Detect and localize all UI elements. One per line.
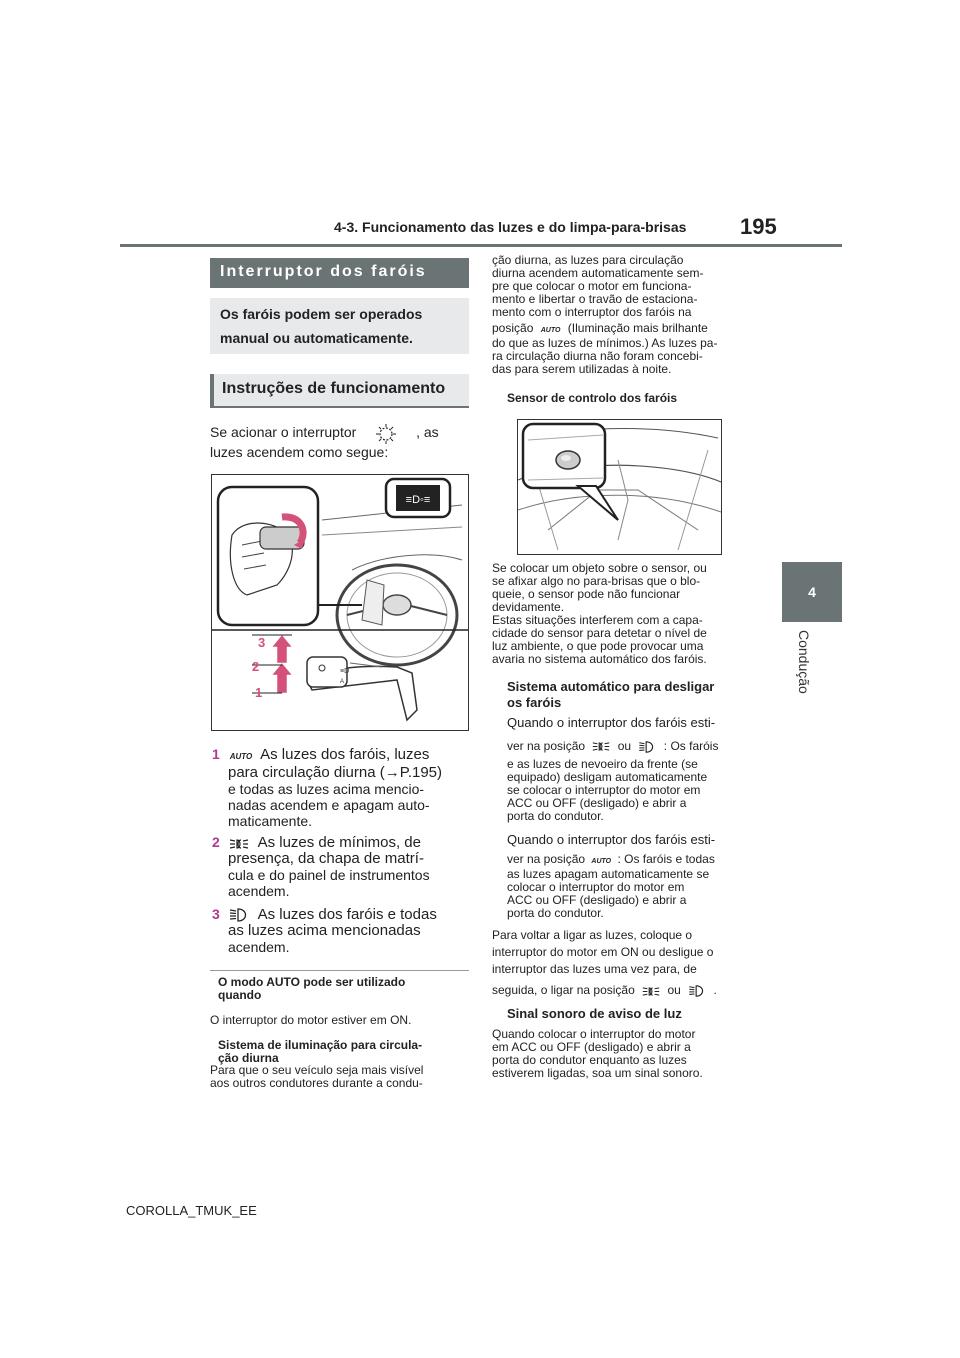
text-line: porta do condutor. — [507, 809, 604, 823]
headlight-icon — [228, 908, 250, 922]
item-text: As luzes de mínimos, de — [257, 834, 421, 851]
text-line: queie, o sensor pode não funcionar — [492, 587, 681, 601]
text-line: estiverem ligadas, soa um sinal sonoro. — [492, 1066, 703, 1080]
text-line: avaria no sistema automático dos faróis. — [492, 652, 707, 666]
item-text: as luzes acima mencionadas — [228, 922, 421, 939]
intro-line: Os faróis podem ser operados — [220, 306, 423, 322]
text-line: porta do condutor. — [507, 906, 604, 920]
note-text — [210, 1064, 423, 1090]
text: . — [713, 983, 717, 997]
sensor-title: Sensor de controlo dos faróis — [507, 391, 678, 405]
text-line: porta do condutor enquanto as luzes — [492, 1053, 687, 1067]
item-text: para circulação diurna (→P.195) — [228, 764, 443, 781]
section-title: Interruptor dos faróis — [210, 258, 469, 288]
text-line: Se colocar um objeto sobre o sensor, ou — [492, 561, 707, 575]
text-line: devidamente. — [492, 600, 565, 614]
item-text: maticamente. — [228, 813, 313, 829]
intro-line: manual ou automaticamente. — [220, 330, 413, 346]
headlight-switch-figure — [211, 474, 469, 731]
figure-label-2: 2 — [252, 659, 260, 674]
auto-icon: AUTO — [229, 752, 253, 761]
item-text: cula e do painel de instrumentos — [228, 867, 430, 883]
note-title — [218, 976, 405, 1002]
auto-icon: AUTO — [540, 327, 561, 334]
text-line: das para serem utilizadas à noite. — [492, 362, 672, 376]
text-line: ção diurna, as luzes para circulação — [492, 253, 684, 267]
text-line: mento com o interruptor dos faróis na — [492, 305, 692, 319]
text: (Iluminação mais brilhante — [567, 321, 708, 335]
text: ou — [617, 739, 632, 753]
text-line: Quando colocar o interruptor do motor — [492, 1027, 696, 1041]
page-number: 195 — [740, 214, 777, 239]
text-line: do que as luzes de mínimos.) As luzes pa- — [492, 336, 718, 350]
text-line: interruptor das luzes uma vez para, de — [492, 962, 697, 976]
text-line — [492, 322, 754, 337]
divider — [210, 970, 469, 971]
autooff-text — [507, 758, 707, 823]
item-text: acendem. — [228, 883, 290, 899]
chapter-label: Condução — [796, 630, 812, 694]
text-line: cidade do sensor para detetar o nível de — [492, 626, 707, 640]
text: ver na posição — [507, 739, 586, 753]
buzzer-text — [492, 1028, 703, 1080]
header-rule — [120, 244, 842, 247]
autooff-text: Quando o interruptor dos faróis esti- — [507, 715, 716, 730]
section-heading: 4-3. Funcionamento das luzes e do limpa-para-brisas — [334, 219, 687, 235]
text: : Os faróis — [663, 739, 719, 753]
parking-lights-icon — [591, 741, 611, 752]
chapter-tab: 4 — [782, 562, 842, 622]
item-number: 2 — [212, 834, 220, 850]
svg-text:A: A — [340, 679, 345, 685]
note-title-line: O modo AUTO pode ser utilizado — [218, 975, 406, 989]
autooff-text: Quando o interruptor dos faróis esti- — [507, 832, 716, 847]
list-item — [212, 834, 472, 899]
text-line: em ACC ou OFF (desligado) e abrir a — [492, 1040, 691, 1054]
item-number: 1 — [212, 746, 220, 762]
relight-text — [492, 927, 717, 999]
figure-label-1: 1 — [255, 685, 263, 700]
text-line: ra circulação diurna não foram concebi- — [492, 349, 703, 363]
subsection-title: Instruções de funcionamento — [210, 374, 469, 408]
text: : Os faróis e todas — [617, 852, 715, 866]
headlight-icon — [637, 741, 657, 753]
autooff-text — [507, 853, 715, 868]
text-line: luz ambiente, o que pode provocar uma — [492, 639, 704, 653]
note-title — [218, 1039, 422, 1065]
text-line: se afixar algo no para-brisas que o blo- — [492, 574, 701, 588]
text-line: Para voltar a ligar as luzes, coloque o — [492, 928, 693, 942]
text-line: Estas situações interferem com a capa- — [492, 613, 703, 627]
list-item — [212, 906, 472, 955]
note-title-line: quando — [218, 988, 262, 1002]
text: posição — [492, 321, 534, 335]
note-title-line: Sistema de iluminação para circula- — [218, 1038, 423, 1052]
headlight-icon — [687, 985, 707, 997]
text-line: colocar o interruptor do motor em — [507, 880, 685, 894]
title-line: Sistema automático para desligar — [507, 679, 715, 694]
auto-icon: AUTO — [591, 858, 612, 865]
autooff-text — [507, 740, 718, 753]
note-line: Para que o seu veículo seja mais visível — [210, 1063, 424, 1077]
item-text: e todas as luzes acima mencio- — [228, 781, 425, 797]
item-number: 3 — [212, 906, 220, 922]
text-line: pre que colocar o motor em funciona- — [492, 279, 692, 293]
text: ou — [667, 983, 681, 997]
figure-label-3: 3 — [258, 635, 266, 650]
lead-text: , as — [416, 424, 439, 440]
text-line — [492, 982, 717, 999]
autooff-title — [507, 679, 714, 711]
buzzer-title: Sinal sonoro de aviso de luz — [507, 1006, 682, 1021]
text-line: mento e libertar o travão de estaciona- — [492, 292, 698, 306]
autooff-text — [507, 868, 709, 920]
sensor-figure — [517, 419, 722, 555]
text-line: as luzes apagam automaticamente se — [507, 867, 710, 881]
list-item — [212, 746, 472, 829]
text: seguida, o ligar na posição — [492, 983, 635, 997]
drl-continued — [492, 254, 754, 376]
text-line: ACC ou OFF (desligado) e abrir a — [507, 893, 687, 907]
item-text: As luzes dos faróis e todas — [257, 906, 437, 923]
text-line: se colocar o interruptor do motor em — [507, 783, 701, 797]
parking-lights-icon — [641, 985, 661, 996]
lead-line-1 — [210, 421, 439, 443]
text-line: equipado) desligam automaticamente — [507, 770, 708, 784]
footer-code: COROLLA_TMUK_EE — [126, 1203, 257, 1218]
text-line: ACC ou OFF (desligado) e abrir a — [507, 796, 687, 810]
item-text: presença, da chapa de matrí- — [228, 850, 424, 867]
text: ver na posição — [507, 852, 586, 866]
note-text: O interruptor do motor estiver em ON. — [210, 1013, 412, 1027]
svg-text:≡D: ≡D — [340, 668, 350, 675]
text-line: e as luzes de nevoeiro da frente (se — [507, 757, 698, 771]
title-line: os faróis — [507, 695, 562, 710]
lead-text: Se acionar o interruptor — [210, 424, 357, 440]
sensor-text — [492, 562, 754, 666]
svg-text:≡D◦≡: ≡D◦≡ — [405, 494, 431, 506]
light-switch-icon — [368, 424, 404, 442]
item-text: nadas acendem e apagam auto- — [228, 797, 430, 813]
note-title-line: ção diurna — [218, 1051, 279, 1065]
item-text: As luzes dos faróis, luzes — [260, 746, 430, 763]
text-line: interruptor do motor em ON ou desligue o — [492, 945, 714, 959]
item-text: acendem. — [228, 939, 290, 955]
note-line: aos outros condutores durante a condu- — [210, 1076, 423, 1090]
intro-box — [210, 298, 469, 354]
text-line: diurna acendem automaticamente sem- — [492, 266, 704, 280]
lead-line-2: luzes acendem como segue: — [210, 444, 389, 460]
parking-lights-icon — [228, 837, 250, 849]
